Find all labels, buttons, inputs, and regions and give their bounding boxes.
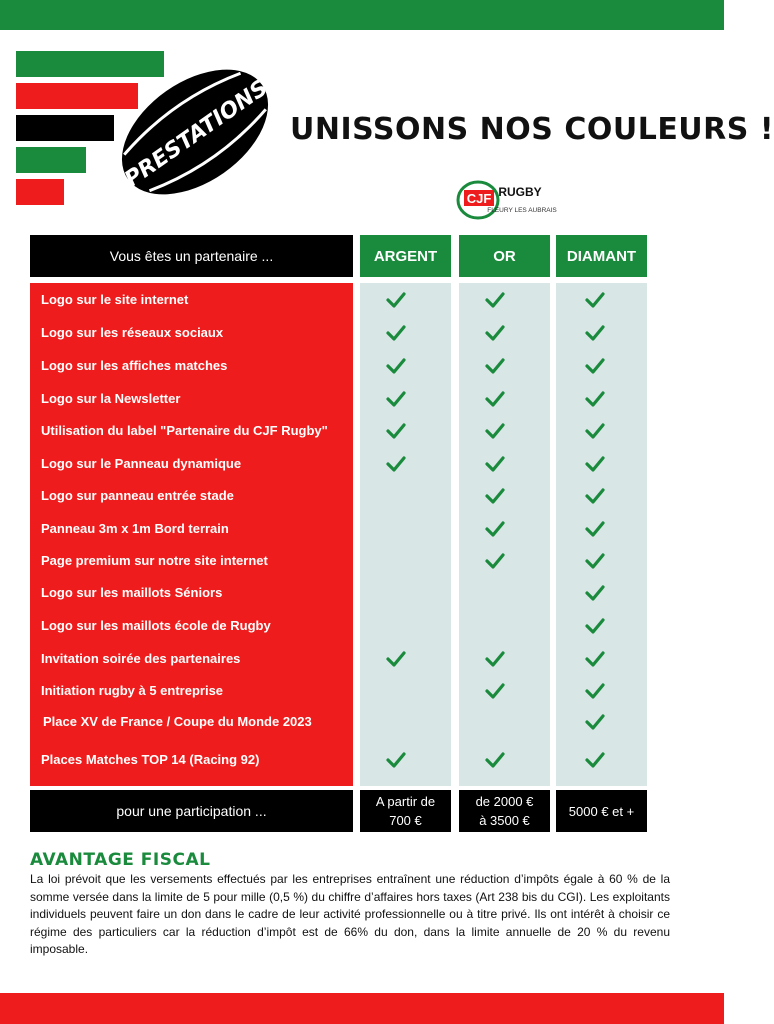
price-argent-line-1: A partir de [375, 794, 436, 809]
svg-text:FLEURY LES AUBRAIS: FLEURY LES AUBRAIS [487, 207, 557, 214]
bottom-red-band [0, 993, 724, 1024]
feature-label: Invitation soirée des partenaires [41, 651, 241, 666]
feature-label: Logo sur panneau entrée stade [41, 488, 234, 503]
feature-label: Logo sur le site internet [41, 292, 189, 307]
check-icon [585, 488, 605, 504]
check-icon [485, 423, 505, 439]
ball-label: PRESTATIONS [120, 75, 273, 193]
price-diamant [556, 790, 647, 832]
check-icon [485, 553, 505, 569]
check-icon [485, 325, 505, 341]
fiscal-text: La loi prévoit que les versements effectués par les entreprises entraînent une réduction d’impôts égale à 60 % de la somme versée dans la limite de 5 pour mille (0,5 %) du chiffre d’affaires hors taxes (Art 238 bis du CGI). Les exploitants individuels peuvent faire un don dans le cadre de leur activité professionnelle ou à titre privé. Ils ont intérêt à choisir ce régime des particuliers car la réduction d’impôt est de 66% du don, dans la limite annuelle de 20 % du revenu imposable. [30, 872, 670, 956]
fiscal-title: AVANTAGE FISCAL [30, 850, 211, 870]
svg-text:RUGBY: RUGBY [498, 185, 542, 199]
price-argent [360, 790, 451, 832]
price-or [459, 790, 550, 832]
check-icon [585, 752, 605, 768]
check-icon [485, 683, 505, 699]
feature-label: Logo sur les réseaux sociaux [41, 325, 224, 340]
price-or-line-1: de 2000 € [475, 794, 534, 809]
check-icon [585, 391, 605, 407]
check-icon [485, 456, 505, 472]
check-icon [585, 553, 605, 569]
feature-label: Panneau 3m x 1m Bord terrain [41, 521, 229, 536]
tier-header-argent: ARGENT [360, 235, 451, 277]
stripe-black [16, 115, 114, 141]
top-green-band [0, 0, 724, 30]
feature-label: Places Matches TOP 14 (Racing 92) [41, 752, 260, 767]
check-icon [485, 358, 505, 374]
price-or-line-2: à 3500 € [479, 813, 530, 828]
svg-text:CJF: CJF [466, 191, 492, 206]
check-icon [485, 651, 505, 667]
feature-label: Logo sur la Newsletter [41, 391, 181, 406]
check-icon [585, 585, 605, 601]
check-icon [485, 752, 505, 768]
feature-label: Logo sur le Panneau dynamique [41, 456, 242, 471]
check-icon [386, 391, 406, 407]
check-icon [485, 488, 505, 504]
page-headline: UNISSONS NOS COULEURS ! [290, 112, 774, 147]
price-argent-line-2: 700 € [389, 813, 422, 828]
check-icon [585, 358, 605, 374]
feature-label: Utilisation du label "Partenaire du CJF Rugby" [41, 423, 328, 438]
feature-label: Logo sur les maillots Séniors [41, 585, 223, 600]
check-icon [585, 651, 605, 667]
table-header-label: Vous êtes un partenaire ... [30, 235, 353, 277]
check-icon [585, 618, 605, 634]
check-icon [485, 292, 505, 308]
feature-label: Logo sur les affiches matches [41, 358, 228, 373]
check-icon [386, 651, 406, 667]
price-diamant-line-1: 5000 € et + [568, 803, 635, 819]
rugby-ball-icon [110, 62, 280, 202]
check-icon [386, 325, 406, 341]
club-logo [456, 176, 556, 226]
check-icon [585, 521, 605, 537]
check-icon [386, 358, 406, 374]
check-icon [585, 292, 605, 308]
stripe-red-2 [16, 179, 64, 205]
tier-header-or: OR [459, 235, 550, 277]
tier-header-diamant: DIAMANT [556, 235, 647, 277]
check-icon [585, 423, 605, 439]
feature-label: Page premium sur notre site internet [41, 553, 268, 568]
feature-label: Initiation rugby à 5 entreprise [41, 683, 224, 698]
feature-label: Logo sur les maillots école de Rugby [41, 618, 271, 633]
check-icon [386, 423, 406, 439]
check-icon [585, 683, 605, 699]
check-icon [585, 714, 605, 730]
check-icon [585, 325, 605, 341]
stripe-green-2 [16, 147, 86, 173]
check-icon [386, 752, 406, 768]
check-icon [585, 456, 605, 472]
check-icon [485, 391, 505, 407]
participation-label: pour une participation ... [30, 790, 353, 832]
feature-label: Place XV de France / Coupe du Monde 2023 [43, 714, 312, 729]
check-icon [386, 292, 406, 308]
check-icon [386, 456, 406, 472]
check-icon [485, 521, 505, 537]
